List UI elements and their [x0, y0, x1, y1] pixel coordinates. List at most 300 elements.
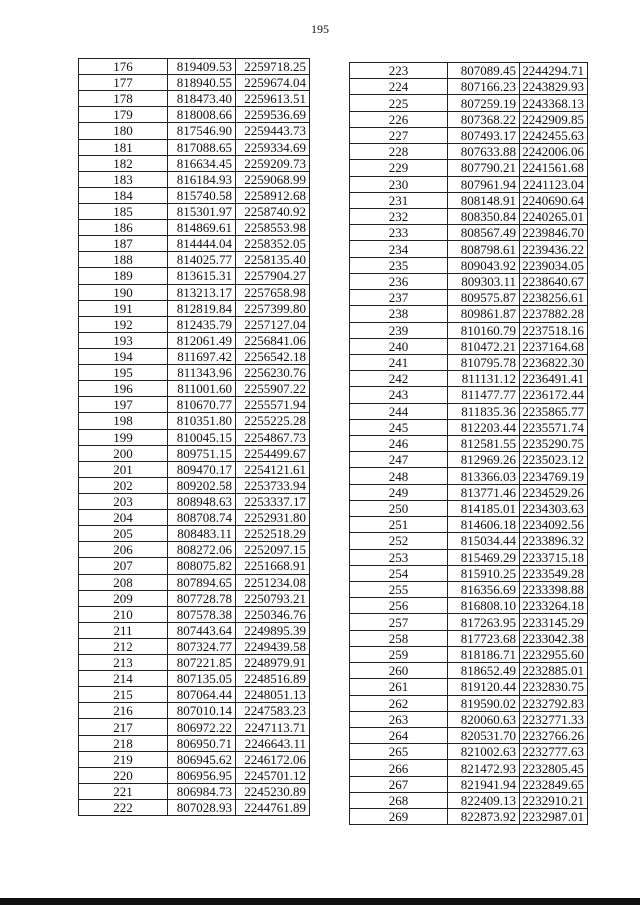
y-coordinate-cell: 2250346.76 [236, 606, 310, 622]
point-number-cell: 180 [79, 123, 168, 139]
point-number-cell: 179 [79, 107, 168, 123]
x-coordinate-cell: 819409.53 [168, 59, 236, 75]
x-coordinate-cell: 809043.92 [448, 257, 520, 273]
point-number-cell: 177 [79, 75, 168, 91]
point-number-cell: 252 [350, 533, 448, 549]
y-coordinate-cell: 2233896.32 [520, 533, 588, 549]
y-coordinate-cell: 2239436.22 [520, 241, 588, 257]
table-row [79, 300, 310, 316]
x-coordinate-cell: 808148.91 [448, 192, 520, 208]
x-coordinate-cell: 813615.31 [168, 268, 236, 284]
y-coordinate-cell: 2251668.91 [236, 558, 310, 574]
point-number-cell: 178 [79, 91, 168, 107]
table-row [350, 241, 588, 257]
table-row [350, 160, 588, 176]
x-coordinate-cell: 807028.93 [168, 800, 236, 816]
table-row [350, 322, 588, 338]
table-row [79, 155, 310, 171]
point-number-cell: 202 [79, 477, 168, 493]
y-coordinate-cell: 2233042.38 [520, 630, 588, 646]
y-coordinate-cell: 2251234.08 [236, 574, 310, 590]
table-row [350, 452, 588, 468]
table-row [350, 111, 588, 127]
point-number-cell: 227 [350, 127, 448, 143]
table-row [79, 348, 310, 364]
y-coordinate-cell: 2237882.28 [520, 306, 588, 322]
point-number-cell: 237 [350, 290, 448, 306]
coordinates-table-right [349, 62, 588, 825]
y-coordinate-cell: 2245701.12 [236, 767, 310, 783]
x-coordinate-cell: 807135.05 [168, 671, 236, 687]
table-row [350, 484, 588, 500]
table-row [79, 606, 310, 622]
y-coordinate-cell: 2232766.26 [520, 727, 588, 743]
table-row [79, 574, 310, 590]
point-number-cell: 190 [79, 284, 168, 300]
point-number-cell: 234 [350, 241, 448, 257]
point-number-cell: 257 [350, 614, 448, 630]
point-number-cell: 213 [79, 655, 168, 671]
point-number-cell: 235 [350, 257, 448, 273]
point-number-cell: 245 [350, 419, 448, 435]
x-coordinate-cell: 807894.65 [168, 574, 236, 590]
y-coordinate-cell: 2245230.89 [236, 783, 310, 799]
y-coordinate-cell: 2246643.11 [236, 735, 310, 751]
point-number-cell: 269 [350, 809, 448, 825]
y-coordinate-cell: 2242909.85 [520, 111, 588, 127]
table-row [79, 751, 310, 767]
table-row [350, 338, 588, 354]
table-row [79, 526, 310, 542]
table-row [350, 760, 588, 776]
x-coordinate-cell: 821941.94 [448, 776, 520, 792]
table-row [79, 171, 310, 187]
point-number-cell: 217 [79, 719, 168, 735]
table-row [79, 316, 310, 332]
y-coordinate-cell: 2258740.92 [236, 203, 310, 219]
table-row [350, 371, 588, 387]
x-coordinate-cell: 807166.23 [448, 79, 520, 95]
y-coordinate-cell: 2234769.19 [520, 468, 588, 484]
point-number-cell: 207 [79, 558, 168, 574]
y-coordinate-cell: 2236491.41 [520, 371, 588, 387]
y-coordinate-cell: 2232777.63 [520, 744, 588, 760]
point-number-cell: 253 [350, 549, 448, 565]
table-row [350, 290, 588, 306]
point-number-cell: 241 [350, 354, 448, 370]
point-number-cell: 211 [79, 622, 168, 638]
point-number-cell: 176 [79, 59, 168, 75]
x-coordinate-cell: 806984.73 [168, 783, 236, 799]
point-number-cell: 231 [350, 192, 448, 208]
y-coordinate-cell: 2232805.45 [520, 760, 588, 776]
point-number-cell: 201 [79, 461, 168, 477]
point-number-cell: 189 [79, 268, 168, 284]
point-number-cell: 226 [350, 111, 448, 127]
y-coordinate-cell: 2247113.71 [236, 719, 310, 735]
point-number-cell: 203 [79, 493, 168, 509]
point-number-cell: 183 [79, 171, 168, 187]
table-row [79, 139, 310, 155]
y-coordinate-cell: 2236172.44 [520, 387, 588, 403]
x-coordinate-cell: 815301.97 [168, 203, 236, 219]
y-coordinate-cell: 2259674.04 [236, 75, 310, 91]
point-number-cell: 204 [79, 510, 168, 526]
table-row [79, 381, 310, 397]
y-coordinate-cell: 2256230.76 [236, 365, 310, 381]
x-coordinate-cell: 809470.17 [168, 461, 236, 477]
x-coordinate-cell: 807064.44 [168, 687, 236, 703]
y-coordinate-cell: 2255225.28 [236, 413, 310, 429]
table-row [350, 549, 588, 565]
point-number-cell: 199 [79, 429, 168, 445]
y-coordinate-cell: 2257127.04 [236, 316, 310, 332]
table-row [350, 744, 588, 760]
table-row [79, 655, 310, 671]
table-row [79, 735, 310, 751]
table-row [79, 767, 310, 783]
point-number-cell: 225 [350, 95, 448, 111]
y-coordinate-cell: 2243829.93 [520, 79, 588, 95]
table-row [350, 192, 588, 208]
table-row [79, 252, 310, 268]
table-row [79, 236, 310, 252]
x-coordinate-cell: 809751.15 [168, 445, 236, 461]
table-row [79, 461, 310, 477]
table-row [79, 783, 310, 799]
x-coordinate-cell: 808272.06 [168, 542, 236, 558]
x-coordinate-cell: 810160.79 [448, 322, 520, 338]
x-coordinate-cell: 814185.01 [448, 500, 520, 516]
y-coordinate-cell: 2253337.17 [236, 493, 310, 509]
x-coordinate-cell: 811835.36 [448, 403, 520, 419]
table-row [79, 268, 310, 284]
table-row [350, 695, 588, 711]
x-coordinate-cell: 817088.65 [168, 139, 236, 155]
y-coordinate-cell: 2232830.75 [520, 679, 588, 695]
x-coordinate-cell: 814869.61 [168, 220, 236, 236]
x-coordinate-cell: 812203.44 [448, 419, 520, 435]
table-row [350, 565, 588, 581]
table-row [350, 225, 588, 241]
y-coordinate-cell: 2257904.27 [236, 268, 310, 284]
x-coordinate-cell: 813366.03 [448, 468, 520, 484]
x-coordinate-cell: 809861.87 [448, 306, 520, 322]
x-coordinate-cell: 811477.77 [448, 387, 520, 403]
table-row [79, 397, 310, 413]
y-coordinate-cell: 2233398.88 [520, 582, 588, 598]
point-number-cell: 261 [350, 679, 448, 695]
point-number-cell: 186 [79, 220, 168, 236]
y-coordinate-cell: 2241123.04 [520, 176, 588, 192]
point-number-cell: 193 [79, 332, 168, 348]
y-coordinate-cell: 2249439.58 [236, 638, 310, 654]
point-number-cell: 223 [350, 63, 448, 79]
point-number-cell: 187 [79, 236, 168, 252]
point-number-cell: 205 [79, 526, 168, 542]
x-coordinate-cell: 822409.13 [448, 792, 520, 808]
y-coordinate-cell: 2232771.33 [520, 711, 588, 727]
table-row [350, 582, 588, 598]
point-number-cell: 267 [350, 776, 448, 792]
point-number-cell: 249 [350, 484, 448, 500]
table-row [350, 792, 588, 808]
table-row [79, 590, 310, 606]
y-coordinate-cell: 2259443.73 [236, 123, 310, 139]
point-number-cell: 243 [350, 387, 448, 403]
table-row [79, 622, 310, 638]
point-number-cell: 198 [79, 413, 168, 429]
y-coordinate-cell: 2259209.73 [236, 155, 310, 171]
y-coordinate-cell: 2259334.69 [236, 139, 310, 155]
table-row [350, 419, 588, 435]
x-coordinate-cell: 812061.49 [168, 332, 236, 348]
x-coordinate-cell: 821472.93 [448, 760, 520, 776]
y-coordinate-cell: 2259718.25 [236, 59, 310, 75]
point-number-cell: 260 [350, 663, 448, 679]
coordinates-table-left-body [79, 59, 310, 816]
x-coordinate-cell: 812435.79 [168, 316, 236, 332]
point-number-cell: 263 [350, 711, 448, 727]
y-coordinate-cell: 2258135.40 [236, 252, 310, 268]
x-coordinate-cell: 818008.66 [168, 107, 236, 123]
table-row [350, 630, 588, 646]
point-number-cell: 181 [79, 139, 168, 155]
x-coordinate-cell: 807259.19 [448, 95, 520, 111]
x-coordinate-cell: 808567.49 [448, 225, 520, 241]
point-number-cell: 215 [79, 687, 168, 703]
x-coordinate-cell: 808798.61 [448, 241, 520, 257]
point-number-cell: 230 [350, 176, 448, 192]
point-number-cell: 233 [350, 225, 448, 241]
y-coordinate-cell: 2236822.30 [520, 354, 588, 370]
y-coordinate-cell: 2244294.71 [520, 63, 588, 79]
x-coordinate-cell: 807961.94 [448, 176, 520, 192]
y-coordinate-cell: 2232792.83 [520, 695, 588, 711]
table-row [350, 809, 588, 825]
y-coordinate-cell: 2235865.77 [520, 403, 588, 419]
x-coordinate-cell: 808350.84 [448, 208, 520, 224]
x-coordinate-cell: 810472.21 [448, 338, 520, 354]
point-number-cell: 209 [79, 590, 168, 606]
x-coordinate-cell: 807368.22 [448, 111, 520, 127]
x-coordinate-cell: 809575.87 [448, 290, 520, 306]
x-coordinate-cell: 807790.21 [448, 160, 520, 176]
table-row [79, 687, 310, 703]
y-coordinate-cell: 2232849.65 [520, 776, 588, 792]
table-row [79, 220, 310, 236]
table-row [350, 257, 588, 273]
point-number-cell: 242 [350, 371, 448, 387]
x-coordinate-cell: 818940.55 [168, 75, 236, 91]
y-coordinate-cell: 2232910.21 [520, 792, 588, 808]
y-coordinate-cell: 2249895.39 [236, 622, 310, 638]
point-number-cell: 197 [79, 397, 168, 413]
point-number-cell: 266 [350, 760, 448, 776]
table-row [350, 679, 588, 695]
x-coordinate-cell: 810795.78 [448, 354, 520, 370]
y-coordinate-cell: 2250793.21 [236, 590, 310, 606]
x-coordinate-cell: 822873.92 [448, 809, 520, 825]
y-coordinate-cell: 2239846.70 [520, 225, 588, 241]
y-coordinate-cell: 2237164.68 [520, 338, 588, 354]
point-number-cell: 254 [350, 565, 448, 581]
x-coordinate-cell: 816634.45 [168, 155, 236, 171]
point-number-cell: 192 [79, 316, 168, 332]
x-coordinate-cell: 813213.17 [168, 284, 236, 300]
y-coordinate-cell: 2233145.29 [520, 614, 588, 630]
point-number-cell: 220 [79, 767, 168, 783]
point-number-cell: 194 [79, 348, 168, 364]
table-row [350, 306, 588, 322]
x-coordinate-cell: 810670.77 [168, 397, 236, 413]
point-number-cell: 248 [350, 468, 448, 484]
point-number-cell: 206 [79, 542, 168, 558]
x-coordinate-cell: 820060.63 [448, 711, 520, 727]
x-coordinate-cell: 813771.46 [448, 484, 520, 500]
point-number-cell: 182 [79, 155, 168, 171]
y-coordinate-cell: 2258352.05 [236, 236, 310, 252]
y-coordinate-cell: 2243368.13 [520, 95, 588, 111]
y-coordinate-cell: 2248516.89 [236, 671, 310, 687]
table-row [79, 638, 310, 654]
x-coordinate-cell: 809303.11 [448, 273, 520, 289]
point-number-cell: 258 [350, 630, 448, 646]
point-number-cell: 184 [79, 187, 168, 203]
x-coordinate-cell: 817723.68 [448, 630, 520, 646]
point-number-cell: 239 [350, 322, 448, 338]
y-coordinate-cell: 2259613.51 [236, 91, 310, 107]
x-coordinate-cell: 807578.38 [168, 606, 236, 622]
point-number-cell: 222 [79, 800, 168, 816]
y-coordinate-cell: 2234303.63 [520, 500, 588, 516]
y-coordinate-cell: 2252931.80 [236, 510, 310, 526]
point-number-cell: 214 [79, 671, 168, 687]
table-row [79, 284, 310, 300]
x-coordinate-cell: 812819.84 [168, 300, 236, 316]
y-coordinate-cell: 2259536.69 [236, 107, 310, 123]
x-coordinate-cell: 806956.95 [168, 767, 236, 783]
y-coordinate-cell: 2256841.06 [236, 332, 310, 348]
y-coordinate-cell: 2254121.61 [236, 461, 310, 477]
x-coordinate-cell: 807443.64 [168, 622, 236, 638]
table-row [350, 79, 588, 95]
table-row [350, 500, 588, 516]
point-number-cell: 224 [350, 79, 448, 95]
table-row [79, 429, 310, 445]
table-row [79, 671, 310, 687]
point-number-cell: 221 [79, 783, 168, 799]
x-coordinate-cell: 816356.69 [448, 582, 520, 598]
x-coordinate-cell: 818186.71 [448, 646, 520, 662]
y-coordinate-cell: 2258912.68 [236, 187, 310, 203]
table-row [350, 403, 588, 419]
y-coordinate-cell: 2235023.12 [520, 452, 588, 468]
table-row [79, 510, 310, 526]
point-number-cell: 250 [350, 500, 448, 516]
y-coordinate-cell: 2234529.26 [520, 484, 588, 500]
point-number-cell: 246 [350, 436, 448, 452]
y-coordinate-cell: 2255907.22 [236, 381, 310, 397]
point-number-cell: 196 [79, 381, 168, 397]
x-coordinate-cell: 807089.45 [448, 63, 520, 79]
y-coordinate-cell: 2255571.94 [236, 397, 310, 413]
table-row [79, 123, 310, 139]
x-coordinate-cell: 819590.02 [448, 695, 520, 711]
x-coordinate-cell: 811001.60 [168, 381, 236, 397]
x-coordinate-cell: 811131.12 [448, 371, 520, 387]
point-number-cell: 256 [350, 598, 448, 614]
table-row [79, 493, 310, 509]
coordinates-table-right-body [350, 63, 588, 825]
x-coordinate-cell: 815910.25 [448, 565, 520, 581]
table-row [350, 663, 588, 679]
table-row [79, 445, 310, 461]
y-coordinate-cell: 2233549.28 [520, 565, 588, 581]
y-coordinate-cell: 2233264.18 [520, 598, 588, 614]
y-coordinate-cell: 2248979.91 [236, 655, 310, 671]
table-row [79, 703, 310, 719]
y-coordinate-cell: 2238640.67 [520, 273, 588, 289]
x-coordinate-cell: 815740.58 [168, 187, 236, 203]
x-coordinate-cell: 808708.74 [168, 510, 236, 526]
y-coordinate-cell: 2240265.01 [520, 208, 588, 224]
point-number-cell: 188 [79, 252, 168, 268]
x-coordinate-cell: 816184.93 [168, 171, 236, 187]
x-coordinate-cell: 807324.77 [168, 638, 236, 654]
x-coordinate-cell: 815034.44 [448, 533, 520, 549]
point-number-cell: 251 [350, 517, 448, 533]
table-row [79, 107, 310, 123]
y-coordinate-cell: 2254867.73 [236, 429, 310, 445]
x-coordinate-cell: 814444.04 [168, 236, 236, 252]
y-coordinate-cell: 2240690.64 [520, 192, 588, 208]
table-row [350, 533, 588, 549]
point-number-cell: 232 [350, 208, 448, 224]
table-row [350, 354, 588, 370]
point-number-cell: 216 [79, 703, 168, 719]
table-row [79, 59, 310, 75]
point-number-cell: 212 [79, 638, 168, 654]
x-coordinate-cell: 811343.96 [168, 365, 236, 381]
table-row [350, 436, 588, 452]
point-number-cell: 228 [350, 144, 448, 160]
bottom-edge-bar [0, 898, 640, 905]
x-coordinate-cell: 810045.15 [168, 429, 236, 445]
y-coordinate-cell: 2254499.67 [236, 445, 310, 461]
y-coordinate-cell: 2239034.05 [520, 257, 588, 273]
x-coordinate-cell: 807221.85 [168, 655, 236, 671]
table-row [79, 558, 310, 574]
x-coordinate-cell: 809202.58 [168, 477, 236, 493]
y-coordinate-cell: 2232955.60 [520, 646, 588, 662]
point-number-cell: 264 [350, 727, 448, 743]
table-row [79, 719, 310, 735]
point-number-cell: 247 [350, 452, 448, 468]
x-coordinate-cell: 806950.71 [168, 735, 236, 751]
table-row [350, 468, 588, 484]
table-row [350, 711, 588, 727]
y-coordinate-cell: 2233715.18 [520, 549, 588, 565]
table-row [79, 413, 310, 429]
table-row [350, 273, 588, 289]
table-row [79, 477, 310, 493]
y-coordinate-cell: 2238256.61 [520, 290, 588, 306]
point-number-cell: 195 [79, 365, 168, 381]
point-number-cell: 262 [350, 695, 448, 711]
point-number-cell: 208 [79, 574, 168, 590]
y-coordinate-cell: 2235571.74 [520, 419, 588, 435]
